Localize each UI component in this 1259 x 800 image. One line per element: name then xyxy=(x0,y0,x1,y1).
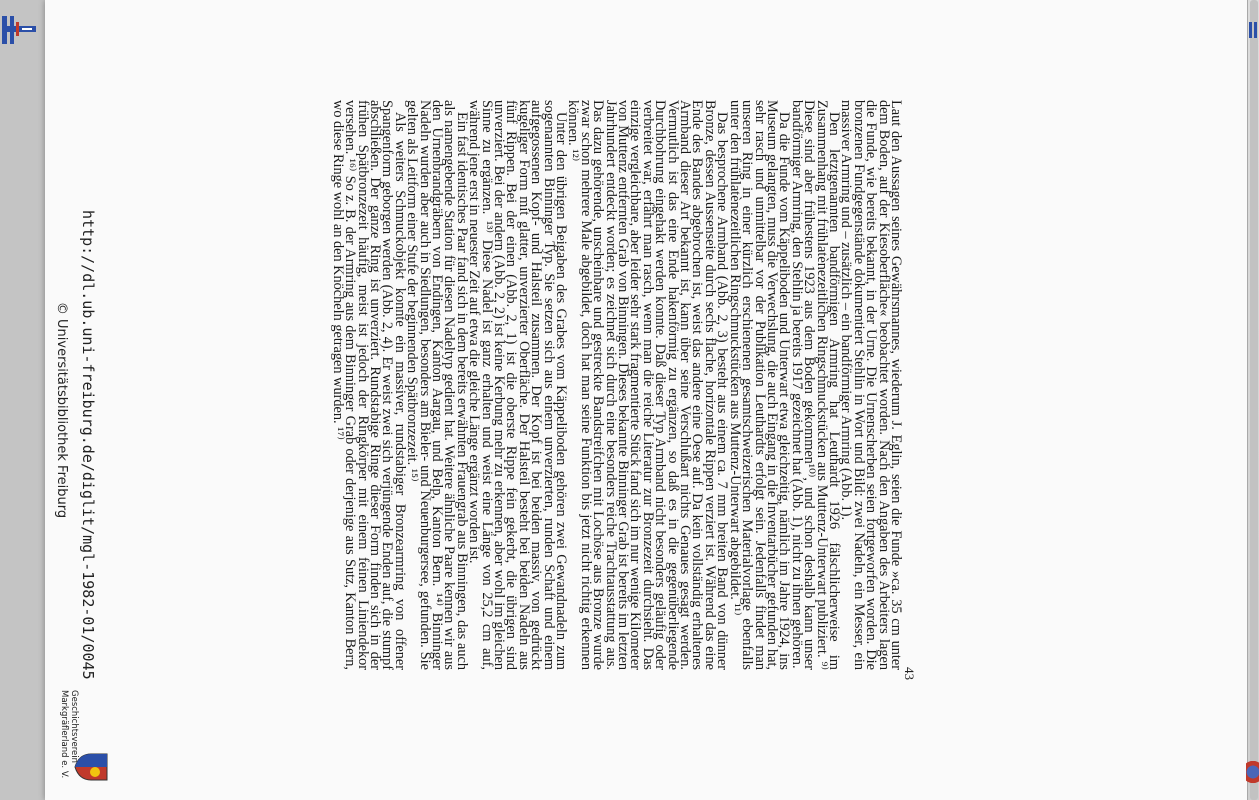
flag-marker-icon xyxy=(0,12,36,53)
paragraph: Da die Funde vom Käppeliboden und Unterwart etwa gleichzeitig, nämlich im Jahre 1924, ins Museum gelangten, muss die Verwechslung, die auch Eingang in die Inventarbücher gefunden hat, sehr rasch und unmittelbar vor der Publikation Leuthardts erfolgt sein. Jedenfalls findet man unseren Ring in einer kürzlich erschienenen gesamtschweizerischen Materialvorlage ebenfalls unter den frühlatènezeitlichen Ringschmuckstücken aus Muttenz-Unterwart abgebildet. ¹¹⁾ xyxy=(726,100,793,670)
paragraph: Laut den Aussagen seines Gewährsmannes, wiederum J. Eglin, seien die Funde »ca. 35 cm unter dem Boden, auf der Kiesoberfläche« beobachtet worden. Nach den Angaben des Arbeiters lagen die Funde, wie bereits bekannt, in der Urne. Die Urnenscherben seien fortgeworfen worden. Die bronzenen Fundgegenstände dokumentiert Stehlin in Wort und Bild: zwei Nadeln, ein Messer, ein massiver Armring und – zusätzlich – ein bandförmiger Armring (Abb. 1). xyxy=(838,100,904,670)
flag-marker-icon xyxy=(1248,20,1259,45)
page-number: 43 xyxy=(902,667,917,680)
paragraph: Das besprochene Armband (Abb. 2, 3) besteht aus einem ca. 7 mm breiten Band von dünner Bronze, dessen Aussenseite durch sechs flache, horizontale Rippen verziert ist. Während das eine Ende des Bandes abgebrochen ist, weist das andere eine Oese auf. Da kein vollständig erhaltenes Armband dieser Art bekannt ist, kann über seine Verschlußart nichts Genaues gesagt werden. Vermutlich ist das eine Ende hakenförmig zu ergänzen, so daß es in die gegenüberliegende Durchbohrung eingehakt werden konnte. Daß dieser Typ Armband nicht besonders geläufig oder verbreitet war, erfährt man rasch, wenn man die reiche Literatur zur Bronzezeit durchsieht. Das einzige vergleichbare, aber leider sehr stark fragmentierte Stück fand sich im nur wenige Kilometer von Muttenz entfernten Grab von Binningen. Dieses bekannte Binninger Grab ist bereits im letzten Jahrhundert entdeckt worden; es zeichnet sich durch eine besonders reiche Trachtausstattung aus. Das dazu gehörende, unscheinbare und gestreckte Bandstreifchen mit Lochöse aus Bronze wurde zwar schon mehrere Male abgebildet, doch hat man seine Funktion bis jetzt nicht richtig erkennen können. ¹²⁾ xyxy=(565,100,731,670)
footer-url-link[interactable]: http://dl.ub.uni-freiburg.de/diglit/mgl-1982-01/0045 xyxy=(79,210,97,680)
page-content-rotated xyxy=(45,0,1247,800)
scrollbar-thumb[interactable] xyxy=(1250,0,1258,800)
paragraph: Als weiters Schmuckobjekt konnte ein massiver, rundstabiger Bronzearmring von offener Spangenform geborgen werden (Abb. 2, 4). Er weist zwei sich verjüngende Enden auf, die stumpf abschließen. Der ganze Ring ist unverziert. Rundstabige Ringe dieser Form finden sich in der frühen Spätbronzezeit häufig, meist ist jedoch der Ringkörper mit einem feinen Liniendekor versehen. ¹⁶⁾ So z. B. der Armring aus dem Binninger Grab oder derjenige aus Sutz, Kanton Bern, wo diese Ringe wohl an den Knöcheln getragen wurden. ¹⁷⁾ xyxy=(329,100,408,670)
body-text xyxy=(331,100,902,670)
paragraph: Den letztgenannten bandförmigen Armring hat Leuthardt 1926 fälschlicherweise im Zusammenhang mit frühlatènezeitlichen Ringschmuckstücken aus Muttenz-Unterwart publiziert. ⁹⁾ Diese sind aber frühestens 1923 aus dem Boden gekommen¹⁰⁾, und schon deshalb kann unser bandförmiger Armring, den Stehlin ja bereits 1917 gezeichnet hat (Abb. 1), nicht zu ihnen gehören. xyxy=(788,100,842,670)
paragraph: Ein fast identisches Paar fand sich in dem bereits erwähnten Frauengrab aus Binningen, das auch als namengebende Station für diesen Nadeltyp gedient hat. Weitere ähnliche Paare kennen wir aus den Urnenbrandgräbern von Endingen, Kanton Aargau, und Belp, Kanton Bern. ¹⁴⁾ Binninger Nadeln wurden aber auch in Siedlungen, besonders am Bieler- und Neuenburgersee, gefunden. Sie gelten als Leitform einer Stufe der beginnenden Spätbronzezeit. ¹⁵⁾ xyxy=(404,100,470,670)
logo-fragment-icon xyxy=(1246,758,1259,786)
scrollbar[interactable] xyxy=(1247,0,1259,800)
paragraph: Unter den übrigen Beigaben des Grabes vom Käppeliboden gehören zwei Gewandnadeln zum sogenannten Binninger Typ. Sie setzen sich aus einem unverzierten, runden Schaft und einem aufgegossenen Kopf- und Halsteil zusammen. Der Kopf ist bei beiden massiv, von gedrückt kugeliger Form mit glatter, unverzierter Oberfläche. Der Halsteil besteht bei beiden Nadeln aus fünf Rippen. Bei der einen (Abb. 2, 1) ist die oberste Rippe fein gekerbt, die übrigen sind unverziert. Bei der andern (Abb. 2, 2) ist keine Kerbung mehr zu erkennen, aber wohl im gleichen Sinne zu ergänzen. ¹³⁾ Diese Nadel ist ganz erhalten und weist eine Länge von 25,2 cm auf, während jene erst in neuester Zeit auf etwa die gleiche Länge ergänzt worden ist. xyxy=(466,100,570,670)
scanned-page xyxy=(45,0,1247,800)
crest-logo-icon xyxy=(68,752,109,782)
publisher-line: Markgräflerland e. V. xyxy=(59,690,69,779)
footer-copyright: © Universitätsbibliothek Freiburg xyxy=(54,301,69,519)
publisher-line: Geschichtsverein xyxy=(69,690,79,764)
